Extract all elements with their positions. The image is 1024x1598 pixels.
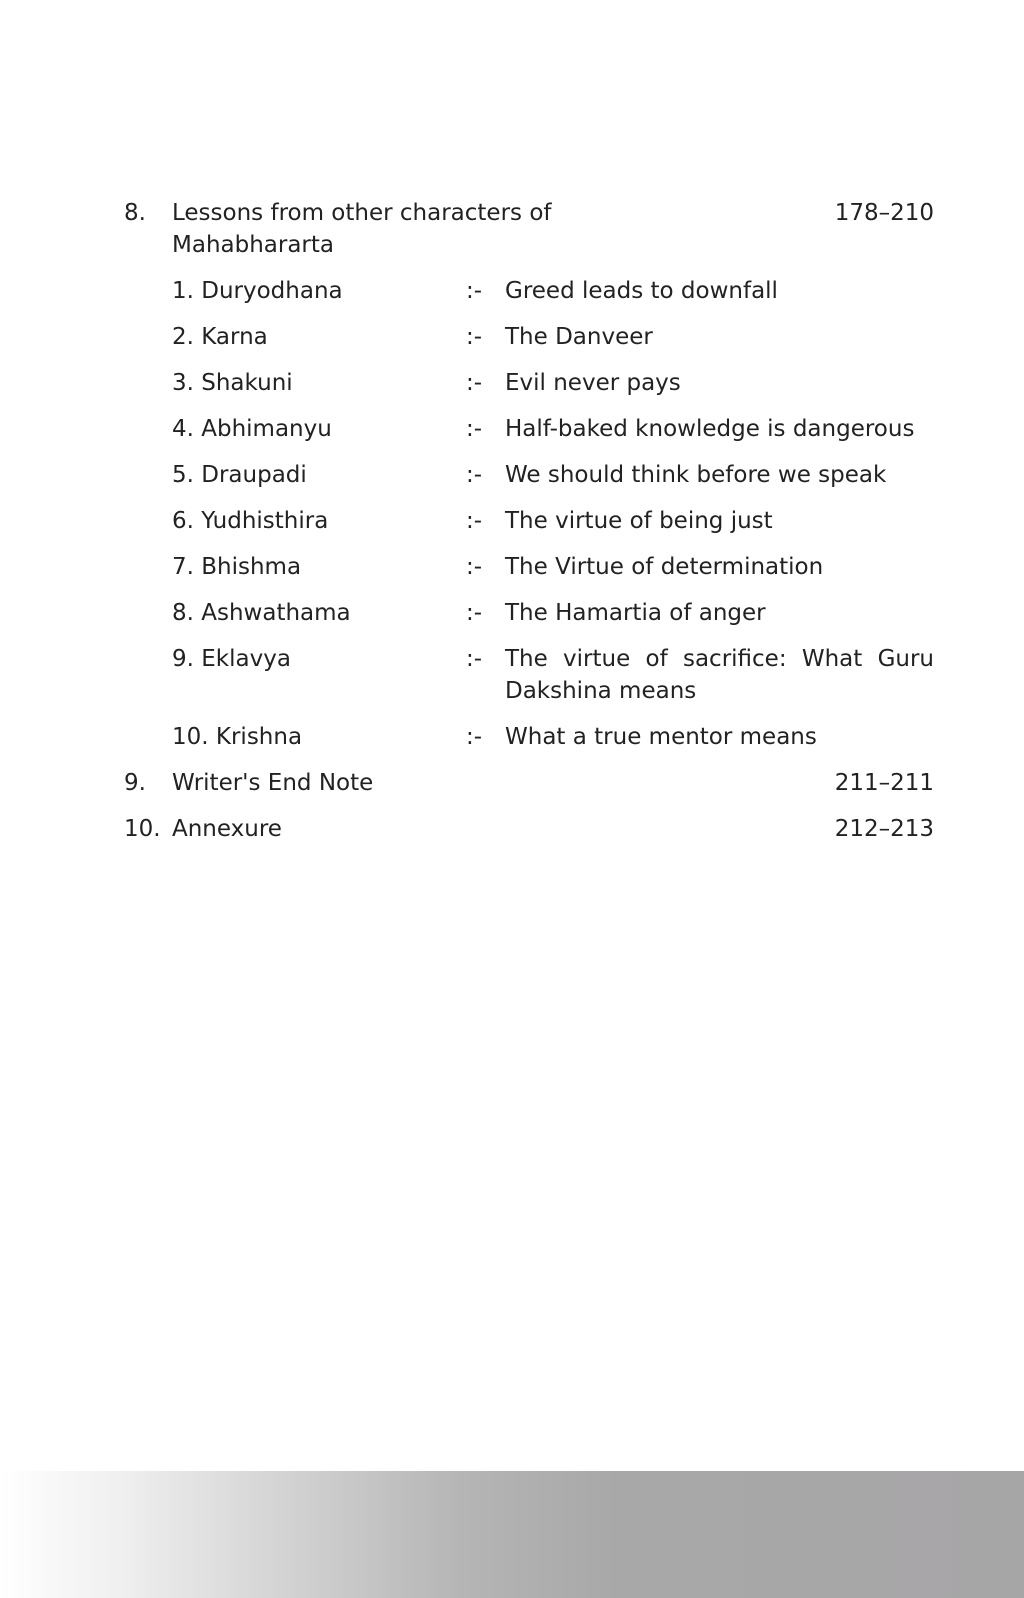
separator: :- [466,324,483,350]
toc-entry-number: 8. [124,200,146,226]
character-lesson-row [124,275,934,307]
character-lesson-row [124,505,934,537]
character-lesson: Half-baked knowledge is dangerous [505,416,915,442]
character-name: 5. Draupadi [172,462,307,488]
character-name: 7. Bhishma [172,554,302,580]
character-name: 8. Ashwathama [172,600,351,626]
table-of-contents [124,197,934,859]
character-lesson: What a true mentor means [505,724,817,750]
character-lesson-row [124,321,934,353]
character-lesson-row [124,413,934,445]
separator: :- [466,554,483,580]
toc-entry-title: Writer's End Note [172,770,374,796]
character-lesson: The Hamartia of anger [505,600,766,626]
character-lesson-row [124,459,934,491]
character-lesson: The Virtue of determination [505,554,824,580]
character-name: 6. Yudhisthira [172,508,329,534]
toc-entry-9 [124,767,934,813]
character-lesson: Evil never pays [505,370,681,396]
character-lesson-row [124,643,934,707]
toc-entry-10 [124,813,934,859]
separator: :- [466,462,483,488]
character-name: 10. Krishna [172,724,303,750]
toc-entry-title: Lessons from other characters of Mahabhararta [172,200,552,258]
character-lesson: The virtue of being just [505,508,773,534]
character-lesson-row [124,367,934,399]
character-lesson: The virtue of sacrifice: What Guru Dakshina means [505,646,934,704]
toc-entry-number: 9. [124,770,146,796]
separator: :- [466,646,483,672]
separator: :- [466,600,483,626]
separator: :- [466,416,483,442]
character-name: 1. Duryodhana [172,278,343,304]
character-name: 3. Shakuni [172,370,293,396]
character-lesson: The Danveer [505,324,653,350]
character-lesson: Greed leads to downfall [505,278,778,304]
separator: :- [466,508,483,534]
character-lesson-row [124,597,934,629]
toc-entry-pages: 211–211 [834,770,934,796]
separator: :- [466,724,483,750]
character-name: 4. Abhimanyu [172,416,332,442]
character-name: 2. Karna [172,324,268,350]
toc-entry-8 [124,197,934,275]
character-lesson-row [124,551,934,583]
character-lesson-row [124,721,934,753]
character-lesson: We should think before we speak [505,462,887,488]
toc-entry-pages: 178–210 [834,200,934,226]
toc-entry-title: Annexure [172,816,282,842]
toc-entry-pages: 212–213 [834,816,934,842]
separator: :- [466,278,483,304]
footer-gradient-band [0,1471,1024,1598]
separator: :- [466,370,483,396]
character-name: 9. Eklavya [172,646,291,672]
toc-entry-number: 10. [124,816,161,842]
